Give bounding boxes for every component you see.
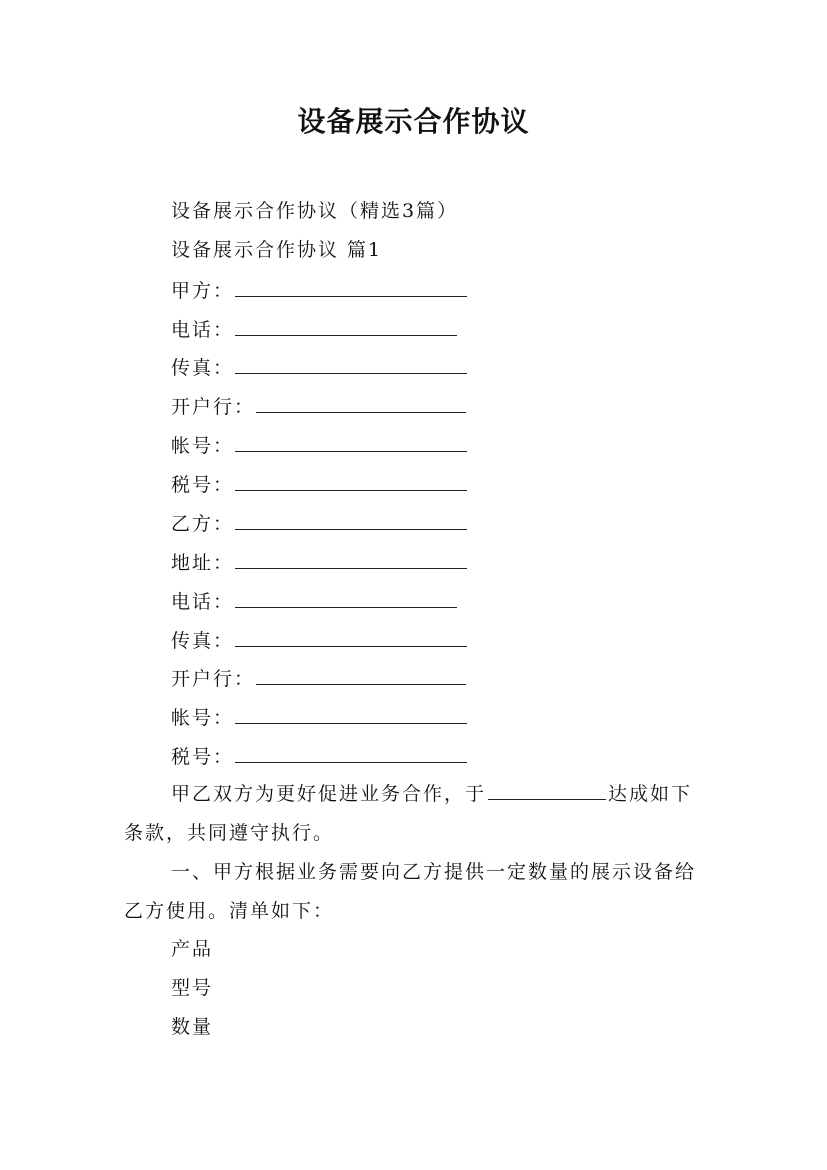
- field-label: 电话：: [171, 591, 235, 613]
- field-label: 帐号：: [171, 707, 235, 729]
- paragraph-text: 甲乙双方为更好促进业务合作，于: [171, 783, 487, 805]
- document-subtitle: 设备展示合作协议（精选3篇）: [171, 200, 459, 222]
- fill-blank-line: [235, 431, 467, 452]
- agreement-paragraph: [124, 775, 709, 853]
- section-heading: 设备展示合作协议 篇1: [171, 239, 383, 261]
- field-label: 税号：: [171, 746, 235, 768]
- field-label: 传真：: [171, 630, 235, 652]
- field-tax-a: [171, 470, 467, 496]
- fill-blank-line: [256, 664, 466, 685]
- field-account-a: [171, 431, 467, 457]
- field-bank-a: [171, 392, 466, 418]
- field-phone-b: [171, 587, 457, 613]
- paragraph-text: 达成如下条款，共同遵守执行。: [124, 783, 693, 844]
- document-title: 设备展示合作协议: [297, 105, 530, 138]
- field-label: 开户行：: [171, 396, 256, 418]
- field-label: 传真：: [171, 357, 235, 379]
- list-item: 型号: [171, 977, 214, 999]
- field-phone-a: [171, 315, 457, 341]
- field-label: 甲方：: [171, 280, 235, 302]
- clause-one-paragraph: 一、甲方根据业务需要向乙方提供一定数量的展示设备给乙方使用。清单如下：: [124, 861, 697, 922]
- list-item: 数量: [171, 1016, 214, 1038]
- field-fax-a: [171, 353, 467, 379]
- list-item: 产品: [171, 938, 214, 960]
- field-label: 乙方：: [171, 513, 235, 535]
- field-tax-b: [171, 742, 467, 768]
- field-bank-b: [171, 664, 466, 690]
- field-address-b: [171, 548, 467, 574]
- field-party-a: [171, 276, 467, 302]
- fill-blank-line: [235, 509, 467, 530]
- fill-blank-line: [235, 626, 467, 647]
- fill-blank-line: [235, 548, 467, 569]
- fill-blank-line: [235, 587, 457, 608]
- field-party-b: [171, 509, 467, 535]
- field-fax-b: [171, 626, 467, 652]
- fill-blank-line: [235, 353, 467, 374]
- field-label: 帐号：: [171, 435, 235, 457]
- field-label: 税号：: [171, 474, 235, 496]
- fill-blank-line: [235, 742, 467, 763]
- date-blank-line: [488, 781, 606, 800]
- field-label: 电话：: [171, 319, 235, 341]
- fill-blank-line: [235, 315, 457, 336]
- field-account-b: [171, 703, 467, 729]
- field-label: 地址：: [171, 552, 235, 574]
- fill-blank-line: [235, 470, 467, 491]
- field-label: 开户行：: [171, 668, 256, 690]
- fill-blank-line: [235, 276, 467, 297]
- fill-blank-line: [256, 392, 466, 413]
- fill-blank-line: [235, 703, 467, 724]
